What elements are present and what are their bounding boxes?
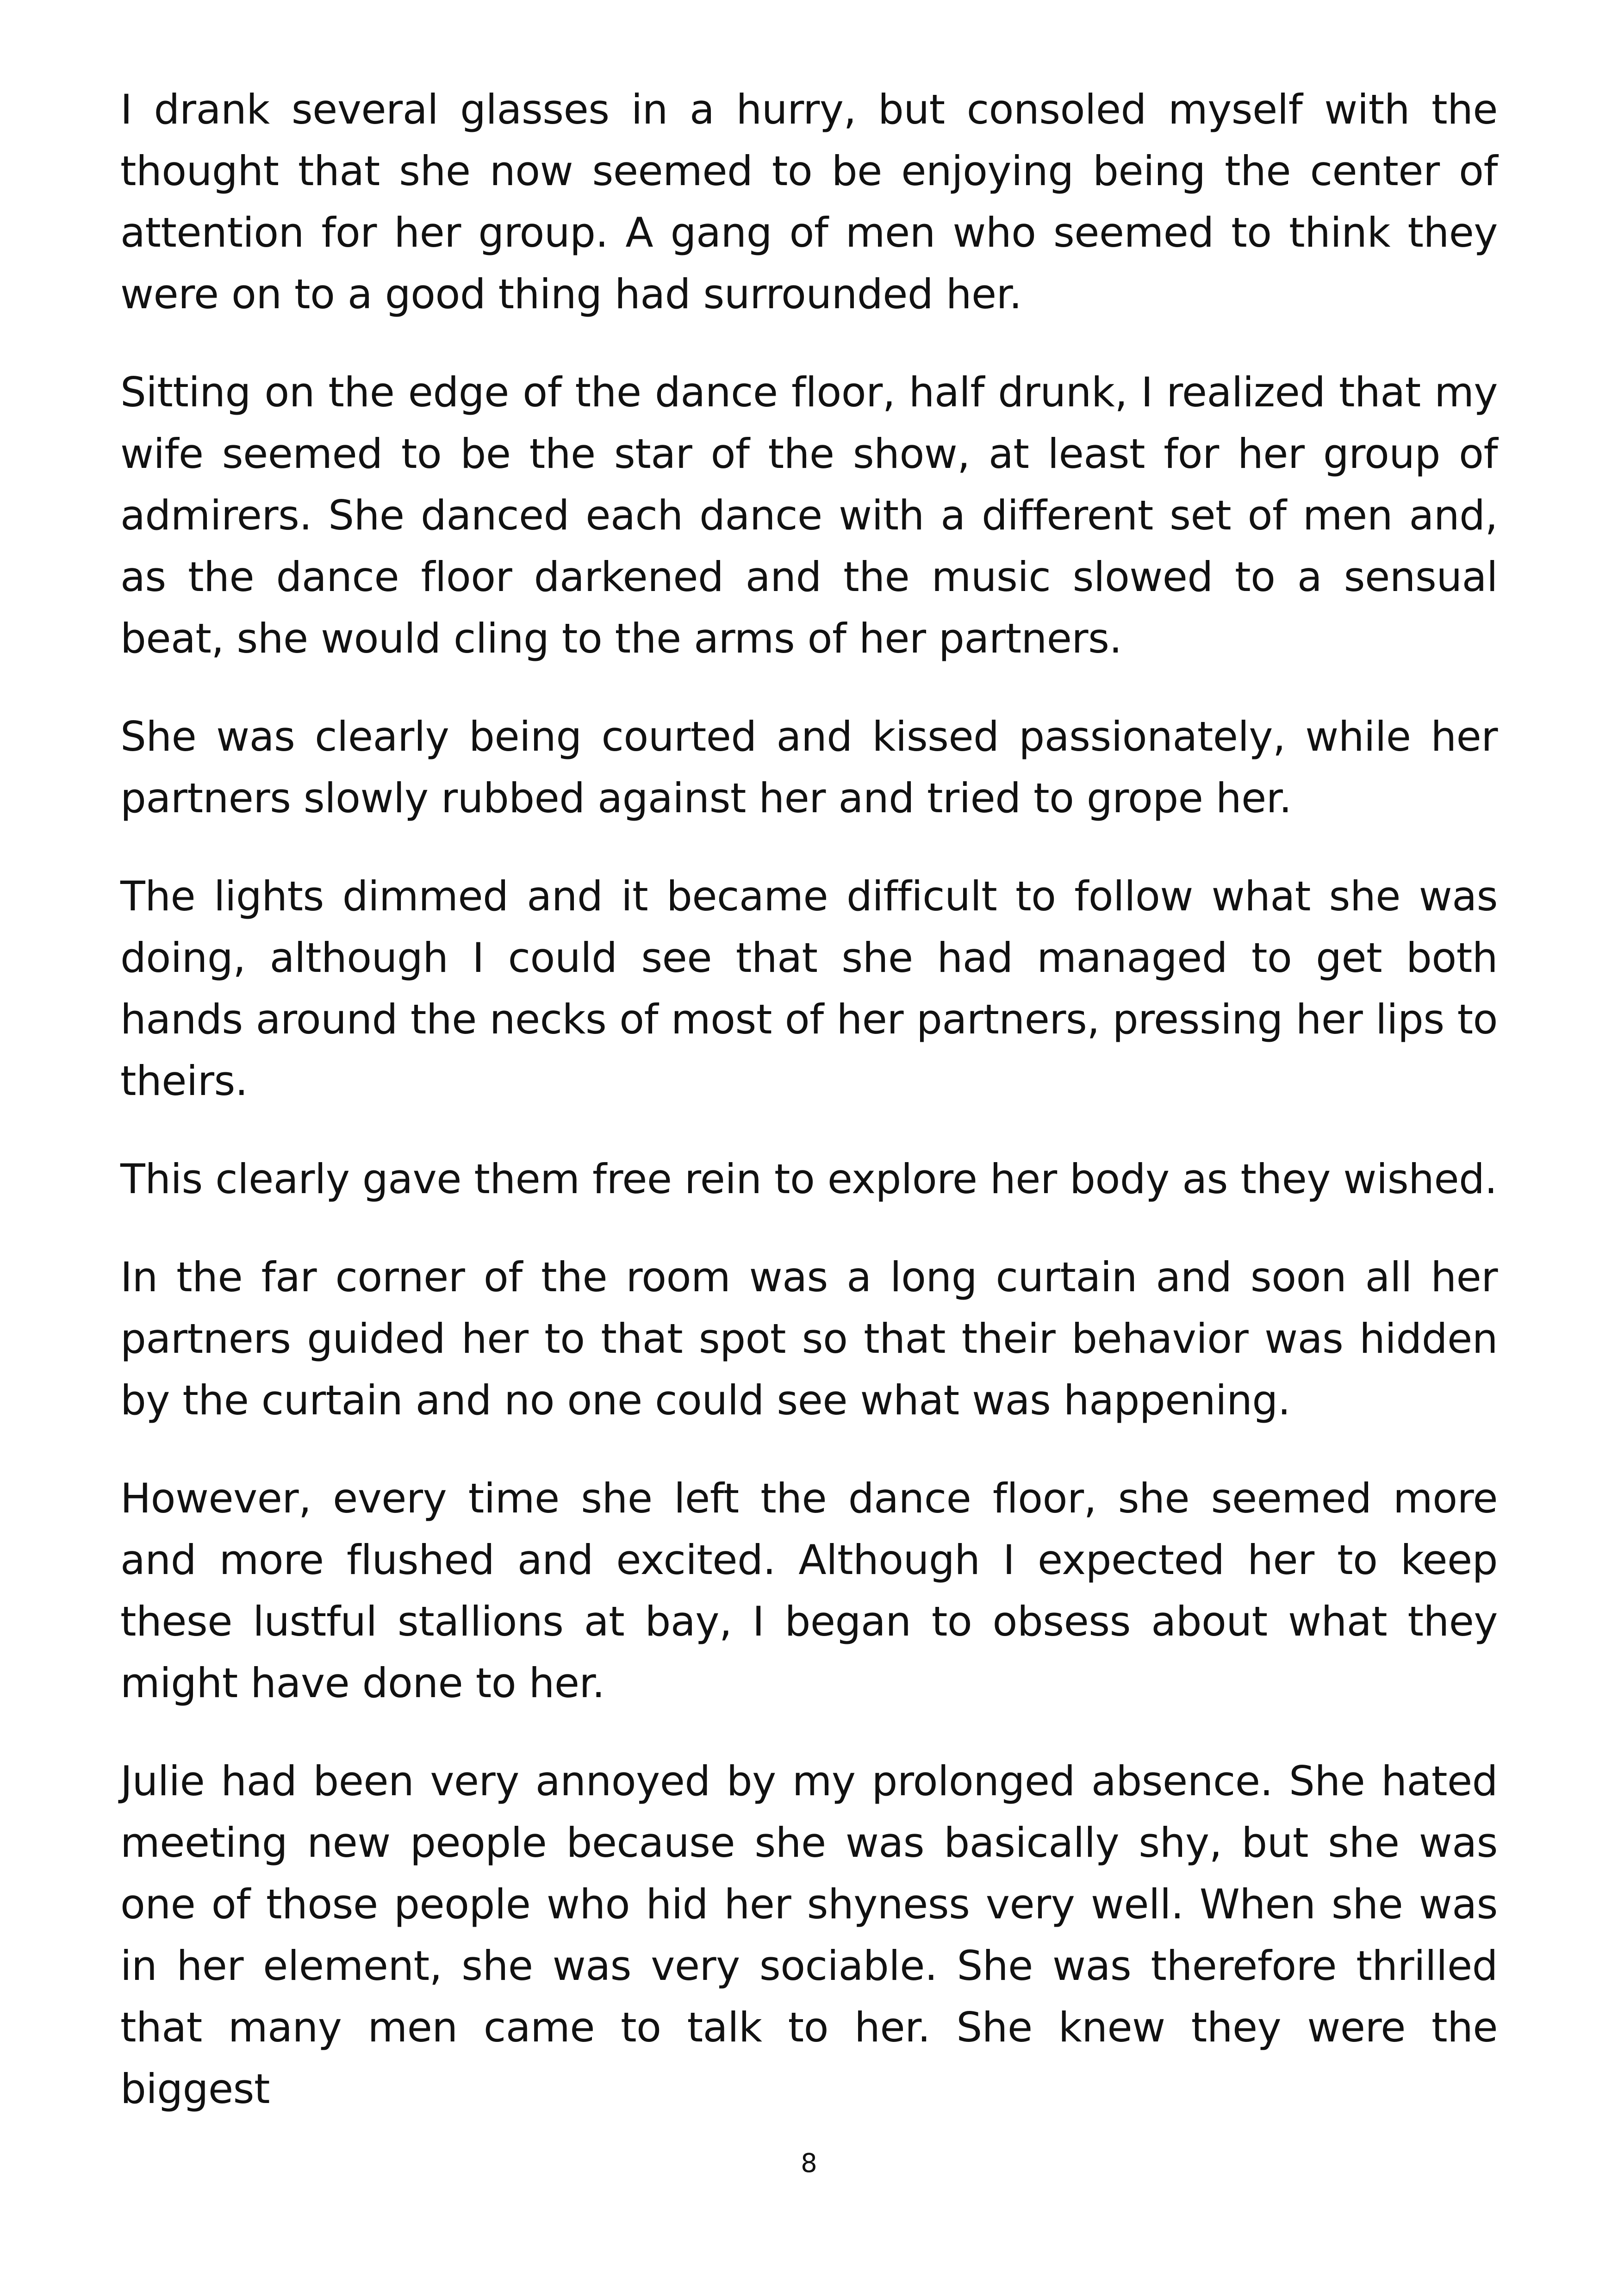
paragraph: She was clearly being courted and kissed passionately, while her partners slowly rubbed against her and tried to grope her. bbox=[120, 713, 1498, 822]
paragraph: The lights dimmed and it became difficult to follow what she was doing, although I could see that she had managed to get both hands around the necks of most of her partners, pressing her lips to theirs. bbox=[120, 872, 1498, 1105]
paragraph: Sitting on the edge of the dance floor, half drunk, I realized that my wife seemed to be the star of the show, at least for her group of admirers. She danced each dance with a different set of men and, as the dance floor darkened and the music slowed to a sensual beat, she would cling to the arms of her partners. bbox=[120, 368, 1498, 662]
paragraph: This clearly gave them free rein to explore her body as they wished. bbox=[120, 1155, 1497, 1203]
page-number: 8 bbox=[801, 2148, 817, 2178]
page-body bbox=[120, 79, 1498, 2156]
paragraph: Julie had been very annoyed by my prolonged absence. She hated meeting new people because she was basically shy, but she was one of those people who hid her shyness very well. When she was in her element, she was very sociable. She was therefore thrilled that many men came to talk to her. She knew they were the biggest bbox=[120, 1757, 1498, 2113]
paragraph: However, every time she left the dance floor, she seemed more and more flushed and excited. Although I expected her to keep these lustful stallions at bay, I began to obsess about what they might have done to her. bbox=[120, 1475, 1498, 1707]
paragraph: In the far corner of the room was a long curtain and soon all her partners guided her to that spot so that their behavior was hidden by the curtain and no one could see what was happening. bbox=[120, 1253, 1498, 1424]
paragraph: I drank several glasses in a hurry, but consoled myself with the thought that she now seemed to be enjoying being the center of attention for her group. A gang of men who seemed to think they were on to a good thing had surrounded her. bbox=[120, 86, 1498, 318]
